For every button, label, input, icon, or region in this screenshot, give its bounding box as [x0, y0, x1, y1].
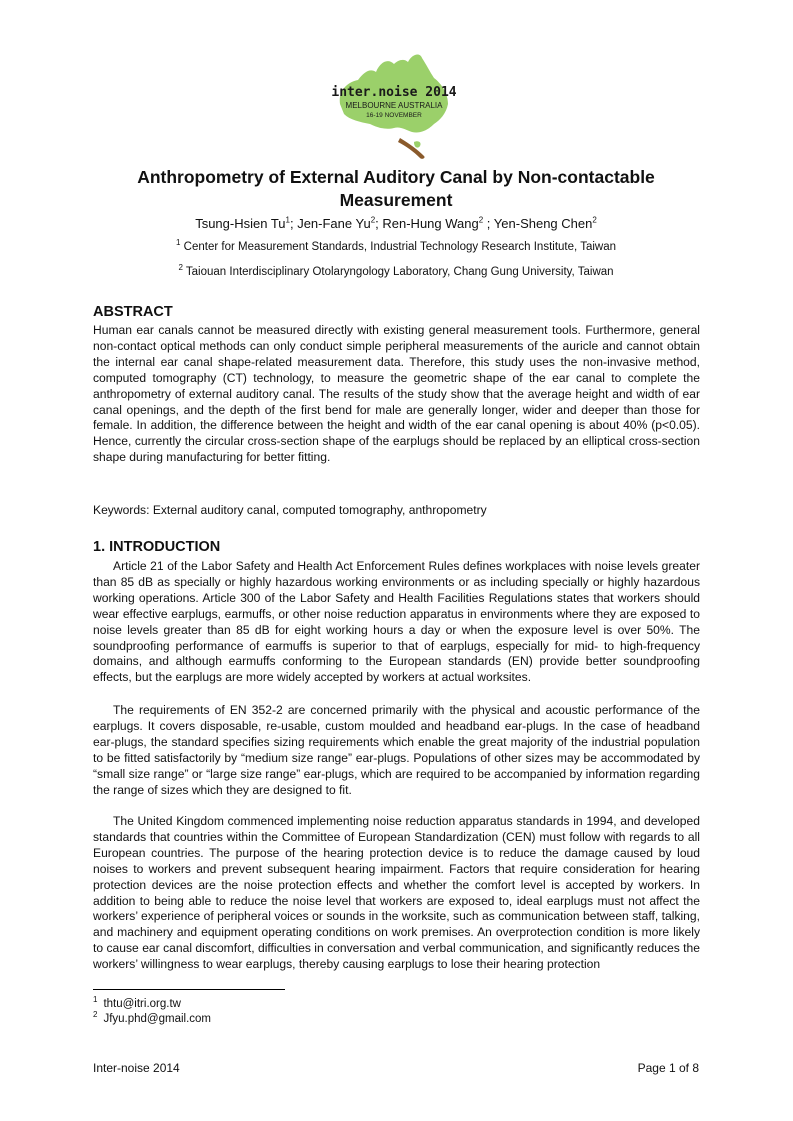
logo-line2: MELBOURNE AUSTRALIA	[345, 101, 443, 110]
author: Tsung-Hsien Tu$^1$;	[195, 215, 298, 231]
footer-page-number: Page 1 of 8	[637, 1061, 699, 1075]
footnote: $^2$ Jfyu.phd@gmail.com	[93, 1010, 212, 1025]
affiliation: $^1$ Center for Measurement Standards, Industrial Technology Research Institute, Taiwan	[176, 238, 616, 253]
abstract-heading: ABSTRACT	[93, 304, 173, 320]
author-list	[96, 216, 696, 232]
intro-paragraph: The requirements of EN 352-2 are concerned primarily with the physical and acoustic performance of the earplugs. It covers disposable, re-usable, custom moulded and headband ear-plugs. In the case of headband ear-plugs, the standard specifies sizing requirements which enable the great majority of the industrial population to be fitted satisfactorily by “medium size range” ear-plugs. Populations of other sizes may be accommodated by “small size range” or “large size range” ear-plugs, which are required to be accompanied by information regarding the range of sizes which they are designed to fit.	[93, 703, 700, 797]
logo-line3: 16-19 NOVEMBER	[366, 112, 422, 119]
footer-conference: Inter-noise 2014	[93, 1061, 180, 1075]
section-heading-introduction: 1. INTRODUCTION	[93, 539, 221, 555]
boomerang-icon	[398, 138, 425, 159]
abstract-text: Human ear canals cannot be measured directly with existing general measurement tools. Furthermore, general non-contact optical methods can only conduct simple peripheral measurements of the auricle and cannot obtain the internal ear canal shape-related measurement data. Therefore, this study uses the non-invasive method, computed tomography (CT) technology, to measure the geometric shape of the ear canal to complete the anthropometry of external auditory canal. The results of the study show that the average height and width of ear canal openings, and the depth of the first bend for male are generally longer, wider and deeper than those for female. In addition, the difference between the height and width of the ear canal opening is about 40% (p<0.05). Hence, currently the circular cross-section shape of the earplugs should be replaced by an elliptical cross-section shape during manufacturing for better fitting.	[93, 323, 700, 465]
keywords: Keywords: External auditory canal, computed tomography, anthropometry	[93, 503, 487, 517]
logo-line1: inter.noise 2014	[331, 85, 457, 100]
intro-paragraph: The United Kingdom commenced implementing noise reduction apparatus standards in 1994, and developed standards that countries within the Committee of European Standardization (CEN) must follow with regards to all European countries. The purpose of the hearing protection device is to reduce the damage caused by loud noises to workers and prevent subsequent hearing impairment. Factors that require consideration for hearing protection devices are the noise protection effects and whether the comfort level is accepted by workers. In addition to being able to reduce the noise level that workers are exposed to, ideal earplugs must not affect the workers’ experience of peripheral voices or sounds in the worksite, such as communication between staff, talking, and machinery and equipment operating conditions on work premises. An overprotection condition is more likely to cause ear canal discomfort, difficulties in conversation and verbal communication, and significantly reduces the workers’ willingness to wear earplugs, thereby causing earplugs to lose their hearing protection	[93, 814, 700, 972]
author: Yen-Sheng Chen$^2$	[493, 215, 597, 231]
author: Jen-Fane Yu$^2$;	[297, 215, 383, 231]
author: Ren-Hung Wang$^2$ ;	[382, 215, 494, 231]
affiliation: $^2$ Taiouan Interdisciplinary Otolaryngology Laboratory, Chang Gung University, Taiwan	[178, 263, 614, 278]
intro-paragraph: Article 21 of the Labor Safety and Health Act Enforcement Rules defines workplaces with noise levels greater than 85 dB as specially or highly hazardous working environments or as including specially or highly hazardous working operations. Article 300 of the Labor Safety and Health Facilities Regulations states that workers should wear effective earplugs, earmuffs, or other noise reduction apparatus in environments where they are exposed to noise levels greater than 85 dB for eight working hours a day or when the exposure level is over 50%. The soundproofing performance of earmuffs is superior to that of earplugs, especially for mid- to high-frequency domains, and although earmuffs conforming to the European standards (EN) provide better soundproofing effects, but the earplugs are more widely accepted by workers at actual worksites.	[93, 559, 700, 685]
footnote: $^1$ thtu@itri.org.tw	[93, 995, 181, 1010]
paper-title: Anthropometry of External Auditory Canal by Non-contactable Measurement	[137, 167, 655, 210]
tasmania-shape	[414, 141, 421, 147]
conference-logo	[330, 50, 458, 162]
footnote-divider	[93, 989, 285, 990]
